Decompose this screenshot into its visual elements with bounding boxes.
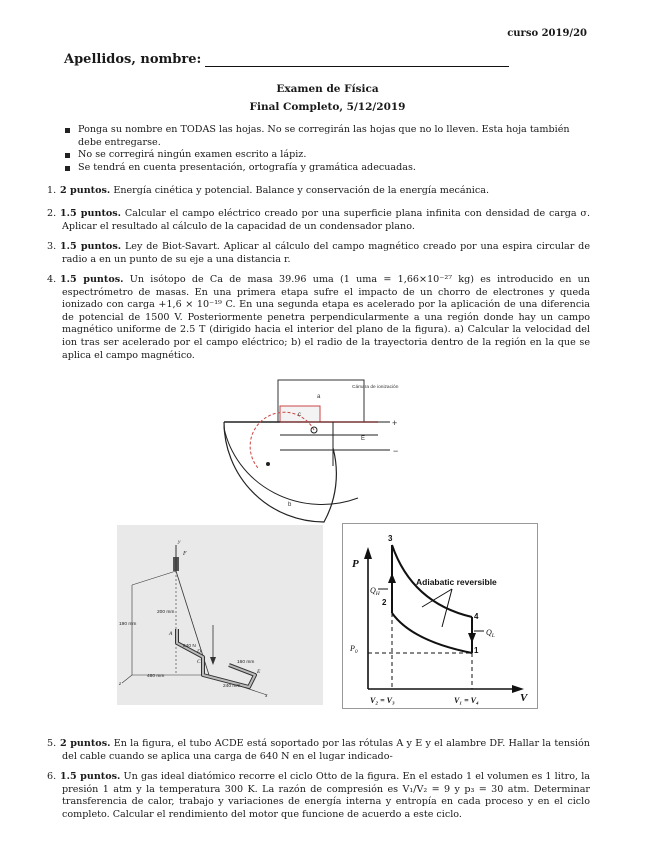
axis-y: y — [178, 539, 181, 545]
load-label: 640 N — [183, 644, 196, 649]
label-b: b — [288, 502, 292, 508]
course-year: curso 2019/20 — [507, 28, 587, 39]
axis-x: x — [265, 693, 268, 699]
question-2: 2. 1.5 puntos. Calcular el campo eléctrico creado por una superficie plana infinita con densidad de carga σ. Aplicar el resultado al cálculo de la capacidad de un condensador plano. — [47, 208, 590, 232]
question-5: 5. 2 puntos. En la figura, el tubo ACDE está soportado por las rótulas A y E y el alambre DF. Hallar la tensión del cable cuando se aplica una carga de 640 N en el lugar indicado- — [47, 738, 590, 762]
p-axis-label: P — [352, 558, 359, 570]
point-d: D — [197, 649, 201, 655]
name-blank-line — [205, 54, 509, 67]
minus-sign: − — [393, 446, 399, 456]
exam-title: Examen de Física — [276, 83, 379, 95]
question-1: 1. 2 puntos. Energía cinética y potencial. Balance y conservación de la energía mecánica. — [47, 185, 489, 196]
rule-item: Ponga su nombre en TODAS las hojas. No se corregirán las hojas que no lo lleven. Esta hoja también debe entregarse. — [62, 124, 592, 149]
question-6: 6. 1.5 puntos. Un gas ideal diatómico recorre el ciclo Otto de la figura. En el estado 1 el volumen es 1 litro, la presión 1 atm y la temperatura 300 K. La razón de compresión es V₁/V₂ = 9 y p₃ = 30 atm. Determinar transferencia de calor, trabajo y variaciones de energía interna y entropía en cada proceso y en el ciclo completo. Calcular el rendimiento del motor que funcione de acuerdo a este ciclo. — [47, 771, 590, 820]
state-2: 2 — [382, 598, 387, 607]
point-e: E — [257, 669, 261, 675]
qh-label: $Q_H$ — [370, 586, 380, 597]
v-axis-label: V — [520, 692, 528, 704]
rules-list — [62, 124, 592, 174]
name-field — [64, 52, 509, 67]
p0-label: $P_0$ — [350, 644, 358, 655]
ql-label: $Q_L$ — [486, 628, 495, 639]
rule-item: Se tendrá en cuenta presentación, ortografía y gramática adecuadas. — [62, 162, 592, 175]
question-3: 3. 1.5 puntos. Ley de Biot-Savart. Aplicar al cálculo del campo magnético creado por una espira circular de radio a en un punto de su eje a una distancia r. — [47, 241, 590, 265]
name-label: Apellidos, nombre: — [64, 52, 202, 67]
dim-240: 240 mm — [223, 684, 241, 689]
label-e: E — [361, 436, 366, 442]
rule-item: No se corregirá ningún examen escrito a lápiz. — [62, 149, 592, 162]
dim-480: 480 mm — [147, 674, 165, 679]
dim-160: 160 mm — [237, 660, 255, 665]
label-a: a — [317, 394, 321, 400]
spectrometer-figure — [218, 378, 418, 524]
v-left-label: V₂ = V₃ — [370, 696, 395, 705]
v-right-label: V₁ = V₄ — [454, 696, 479, 705]
state-1: 1 — [474, 646, 479, 655]
adiabatic-label: Adiabatic reversible — [416, 577, 497, 587]
plus-sign: + — [392, 418, 398, 428]
state-4: 4 — [474, 612, 479, 621]
exam-subtitle: Final Completo, 5/12/2019 — [249, 101, 406, 113]
chamber-label: Cámara de ionización — [352, 385, 399, 390]
state-3: 3 — [388, 534, 393, 543]
point-c: C — [197, 659, 201, 665]
point-f: F — [183, 551, 187, 557]
otto-cycle-figure — [342, 523, 538, 709]
dim-190: 190 mm — [119, 622, 137, 627]
pipe-figure — [117, 525, 323, 705]
dim-200: 200 mm — [157, 610, 175, 615]
question-4: 4. 1.5 puntos. Un isótopo de Ca de masa 39.96 uma (1 uma = 1,66×10⁻²⁷ kg) es introducido en un espectrómetro de masas. En una primera etapa sufre el impacto de un chorro de electrones y queda ionizado con carga +1,6 × 10⁻¹⁹ C. En una segunda etapa es acelerado por la aplicación de una diferencia de potencial de 1500 V. Posteriormente penetra perpendicularmente a una región donde hay un campo magnético uniforme de 2.5 T (dirigido hacia el interior del plano de la figura). a) Calcular la velocidad del ion tras ser acelerado por el campo eléctrico; b) el radio de la trayectoria dentro de la región en la que se aplica el campo magnético. — [47, 274, 590, 361]
label-c: c — [298, 412, 301, 418]
point-a: A — [169, 631, 173, 637]
axis-z: z — [119, 681, 122, 687]
